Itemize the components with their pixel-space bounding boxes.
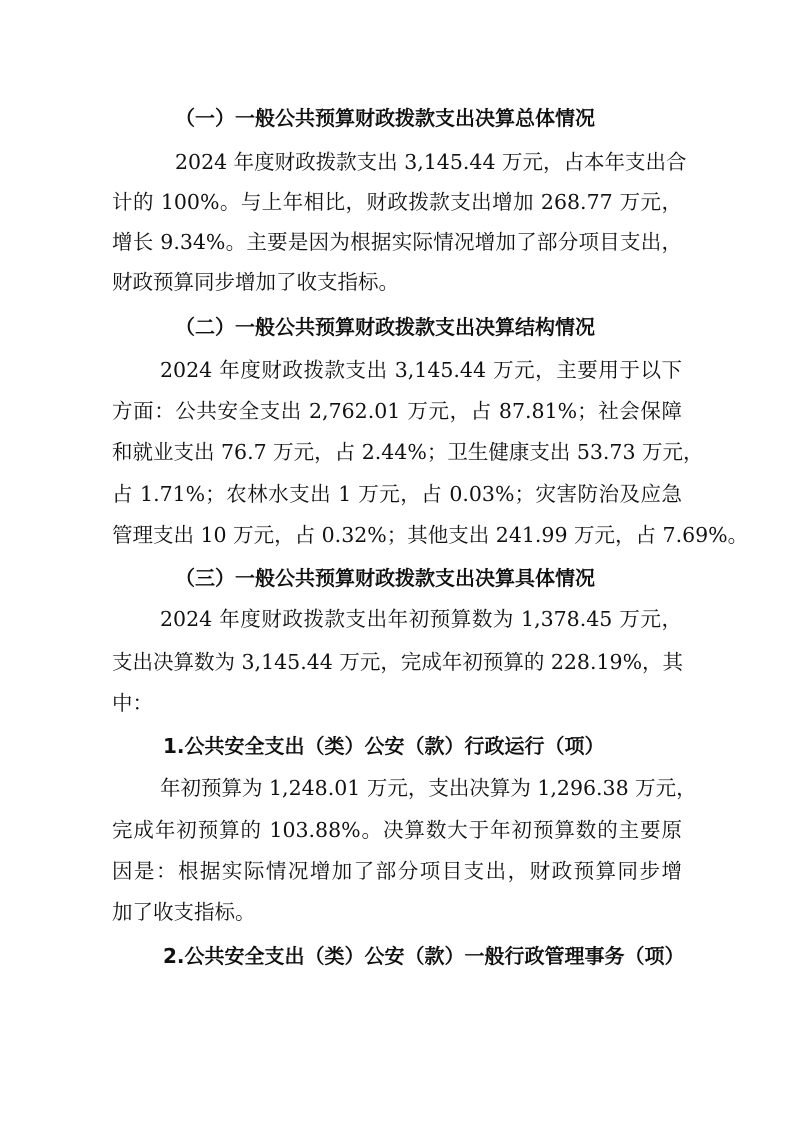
paragraph-line: 加了收支指标。 <box>112 900 256 924</box>
paragraph-line: 因是：根据实际情况增加了部分项目支出，财政预算同步增 <box>112 859 682 883</box>
paragraph-line: 中： <box>112 691 153 715</box>
paragraph-line: 管理支出 10 万元，占 0.32%；其他支出 241.99 万元，占 7.69%。 <box>112 523 749 547</box>
section-heading-1: （一）一般公共预算财政拨款支出决算总体情况 <box>175 106 595 130</box>
item-heading-1: 1.公共安全支出（类）公安（款）行政运行（项） <box>163 734 605 758</box>
paragraph-line: 占 1.71%；农林水支出 1 万元，占 0.03%；灾害防治及应急 <box>112 482 682 506</box>
paragraph-line: 和就业支出 76.7 万元，占 2.44%；卫生健康支出 53.73 万元， <box>112 440 704 464</box>
section-heading-2: （二）一般公共预算财政拨款支出决算结构情况 <box>175 315 595 339</box>
paragraph-line: 2024 年度财政拨款支出 3,145.44 万元，占本年支出合 <box>175 150 687 174</box>
paragraph-line: 2024 年度财政拨款支出年初预算数为 1,378.45 万元， <box>160 607 682 631</box>
paragraph-line: 2024 年度财政拨款支出 3,145.44 万元，主要用于以下 <box>160 358 682 382</box>
section-heading-3: （三）一般公共预算财政拨款支出决算具体情况 <box>175 566 595 590</box>
item-heading-2: 2.公共安全支出（类）公安（款）一般行政管理事务（项） <box>163 944 685 968</box>
paragraph-line: 支出决算数为 3,145.44 万元，完成年初预算的 228.19%，其 <box>112 650 684 674</box>
paragraph-line: 方面：公共安全支出 2,762.01 万元，占 87.81%；社会保障 <box>112 399 682 423</box>
paragraph-line: 完成年初预算的 103.88%。决算数大于年初预算数的主要原 <box>112 818 682 842</box>
paragraph-line: 年初预算为 1,248.01 万元，支出决算为 1,296.38 万元， <box>160 776 697 800</box>
paragraph-line: 计的 100%。与上年相比，财政拨款支出增加 268.77 万元， <box>112 190 682 214</box>
paragraph-line: 增长 9.34%。主要是因为根据实际情况增加了部分项目支出， <box>112 230 682 254</box>
paragraph-line: 财政预算同步增加了收支指标。 <box>112 270 399 294</box>
